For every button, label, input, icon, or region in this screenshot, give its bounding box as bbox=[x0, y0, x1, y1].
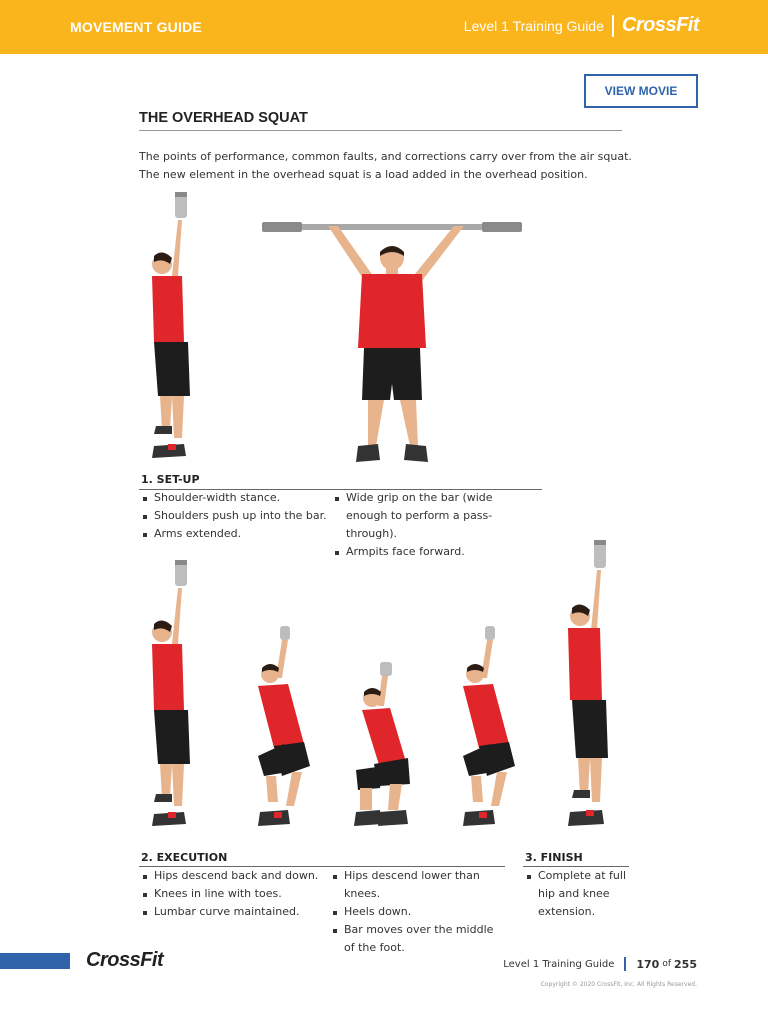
setup-heading: 1. SET-UP bbox=[141, 473, 200, 486]
list-item: Bar moves over the middle of the foot. bbox=[331, 921, 506, 957]
brand-logo: CrossFit bbox=[621, 14, 699, 36]
header-divider bbox=[612, 15, 614, 37]
list-item: Hips descend lower than knees. bbox=[331, 867, 506, 903]
section-label: MOVEMENT GUIDE bbox=[70, 19, 202, 35]
list-item: Wide grip on the bar (wide enough to perform a pass-through). bbox=[333, 489, 533, 543]
guide-label: Level 1 Training Guide bbox=[463, 17, 604, 34]
execution-bottom-squat-photo bbox=[350, 660, 414, 830]
finish-list bbox=[525, 867, 630, 921]
header-right bbox=[464, 14, 699, 37]
footer-accent-bar bbox=[0, 953, 70, 969]
finish-heading: 3. FINISH bbox=[525, 851, 583, 864]
copyright: Copyright © 2020 CrossFit, Inc. All Rights Reserved. bbox=[540, 981, 697, 988]
footer-guide-label: Level 1 Training Guide bbox=[503, 958, 615, 970]
intro-paragraph: The points of performance, common faults, and corrections carry over from the air squat. The new element in the overhead squat is a load added in the overhead position. bbox=[139, 150, 632, 181]
page-number: 170 bbox=[636, 957, 660, 971]
execution-quarter-squat-photo bbox=[252, 626, 316, 830]
execution-start-photo bbox=[140, 560, 204, 832]
view-movie-button[interactable]: VIEW MOVIE bbox=[584, 74, 698, 108]
execution-heading: 2. EXECUTION bbox=[141, 851, 228, 864]
footer-divider bbox=[624, 957, 626, 971]
setup-side-photo bbox=[140, 192, 204, 464]
list-item: Lumbar curve maintained. bbox=[141, 903, 326, 921]
execution-list-left bbox=[141, 867, 326, 921]
setup-list-right bbox=[333, 489, 533, 561]
list-item: Heels down. bbox=[331, 903, 506, 921]
list-item: Knees in line with toes. bbox=[141, 885, 326, 903]
setup-front-photo bbox=[258, 214, 526, 466]
execution-list-right bbox=[331, 867, 506, 957]
list-item: Hips descend back and down. bbox=[141, 867, 326, 885]
list-item: Shoulder-width stance. bbox=[141, 489, 331, 507]
list-item: Shoulders push up into the bar. bbox=[141, 507, 331, 525]
page-total: 255 bbox=[674, 957, 697, 971]
footer-logo: CrossFit bbox=[86, 949, 164, 971]
list-item: Arms extended. bbox=[141, 525, 331, 543]
setup-list-left bbox=[141, 489, 331, 543]
list-item: Complete at full hip and knee extension. bbox=[525, 867, 630, 921]
page-title: THE OVERHEAD SQUAT bbox=[139, 110, 308, 126]
page-of: of bbox=[662, 959, 672, 969]
list-item: Armpits face forward. bbox=[333, 543, 533, 561]
finish-photo bbox=[556, 540, 620, 830]
title-divider bbox=[139, 130, 622, 131]
footer-page-info bbox=[503, 957, 697, 971]
execution-rise-photo bbox=[457, 626, 521, 830]
header-bar bbox=[0, 0, 768, 54]
